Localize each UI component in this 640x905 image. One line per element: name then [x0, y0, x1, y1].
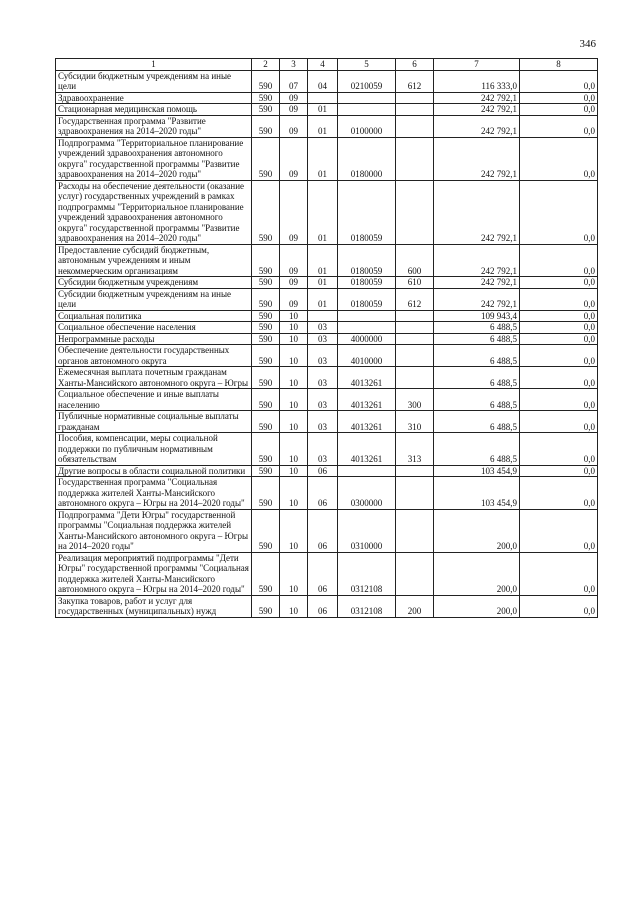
subsection-code-cell: 03: [308, 345, 338, 367]
amount-cell: 242 792,1: [434, 244, 520, 277]
ministry-code-cell: 590: [252, 367, 280, 389]
table-row: [56, 477, 598, 510]
table-row: [56, 433, 598, 466]
expense-type-cell: [396, 310, 434, 322]
amount-2-cell: 0,0: [520, 595, 598, 617]
expense-type-cell: [396, 477, 434, 510]
subsection-code-cell: 03: [308, 433, 338, 466]
amount-cell: 242 792,1: [434, 180, 520, 244]
section-code-cell: 10: [280, 552, 308, 595]
ministry-code-cell: 590: [252, 322, 280, 334]
section-code-cell: 09: [280, 115, 308, 137]
expense-type-cell: 612: [396, 288, 434, 310]
table-row: [56, 310, 598, 322]
section-code-cell: 10: [280, 465, 308, 477]
section-code-cell: 10: [280, 322, 308, 334]
amount-cell: 6 488,5: [434, 367, 520, 389]
amount-2-cell: 0,0: [520, 288, 598, 310]
amount-cell: 6 488,5: [434, 433, 520, 466]
target-article-cell: 4013261: [338, 411, 396, 433]
amount-2-cell: 0,0: [520, 180, 598, 244]
amount-cell: 242 792,1: [434, 104, 520, 116]
amount-2-cell: 0,0: [520, 92, 598, 104]
amount-2-cell: 0,0: [520, 477, 598, 510]
expense-name-cell: Социальная политика: [56, 310, 252, 322]
section-code-cell: 10: [280, 345, 308, 367]
expense-name-cell: Обеспечение деятельности государственных органов автономного округа: [56, 345, 252, 367]
subsection-code-cell: 06: [308, 595, 338, 617]
ministry-code-cell: 590: [252, 104, 280, 116]
ministry-code-cell: 590: [252, 180, 280, 244]
expense-name-cell: Подпрограмма "Дети Югры" государственной программы "Социальная поддержка жителей Ханты-Мансийского автономного округа – Югры на 2014–2020 годы": [56, 509, 252, 552]
ministry-code-cell: 590: [252, 465, 280, 477]
amount-cell: 200,0: [434, 509, 520, 552]
expense-type-cell: [396, 115, 434, 137]
column-header: 8: [520, 59, 598, 71]
target-article-cell: 0210059: [338, 70, 396, 92]
target-article-cell: 0180059: [338, 288, 396, 310]
amount-2-cell: 0,0: [520, 104, 598, 116]
expense-type-cell: [396, 92, 434, 104]
target-article-cell: 0312108: [338, 595, 396, 617]
ministry-code-cell: 590: [252, 433, 280, 466]
target-article-cell: [338, 310, 396, 322]
section-code-cell: 10: [280, 310, 308, 322]
expense-type-cell: [396, 367, 434, 389]
column-header: 2: [252, 59, 280, 71]
table-row: [56, 552, 598, 595]
expense-type-cell: 313: [396, 433, 434, 466]
target-article-cell: [338, 322, 396, 334]
amount-cell: 6 488,5: [434, 345, 520, 367]
ministry-code-cell: 590: [252, 389, 280, 411]
table-row: [56, 367, 598, 389]
target-article-cell: 0180059: [338, 244, 396, 277]
amount-2-cell: 0,0: [520, 70, 598, 92]
target-article-cell: 4013261: [338, 389, 396, 411]
ministry-code-cell: 590: [252, 477, 280, 510]
table-row: [56, 104, 598, 116]
expense-name-cell: Субсидии бюджетным учреждениям на иные цели: [56, 288, 252, 310]
expense-name-cell: Субсидии бюджетным учреждениям: [56, 277, 252, 289]
section-code-cell: 10: [280, 509, 308, 552]
amount-cell: 242 792,1: [434, 277, 520, 289]
amount-cell: 242 792,1: [434, 115, 520, 137]
ministry-code-cell: 590: [252, 137, 280, 180]
amount-2-cell: 0,0: [520, 115, 598, 137]
column-header: 1: [56, 59, 252, 71]
subsection-code-cell: 06: [308, 477, 338, 510]
table-row: [56, 509, 598, 552]
section-code-cell: 10: [280, 333, 308, 345]
target-article-cell: 0180000: [338, 137, 396, 180]
section-code-cell: 10: [280, 389, 308, 411]
expense-name-cell: Предоставление субсидий бюджетным, автономным учреждениям и иным некоммерческим организациям: [56, 244, 252, 277]
expense-name-cell: Непрограммные расходы: [56, 333, 252, 345]
subsection-code-cell: 06: [308, 509, 338, 552]
amount-2-cell: 0,0: [520, 465, 598, 477]
expense-name-cell: Стационарная медицинская помощь: [56, 104, 252, 116]
expense-type-cell: 612: [396, 70, 434, 92]
ministry-code-cell: 590: [252, 552, 280, 595]
expense-name-cell: Субсидии бюджетным учреждениям на иные цели: [56, 70, 252, 92]
amount-cell: 200,0: [434, 595, 520, 617]
expense-type-cell: [396, 509, 434, 552]
amount-cell: 6 488,5: [434, 389, 520, 411]
table-row: [56, 244, 598, 277]
expense-name-cell: Расходы на обеспечение деятельности (оказание услуг) государственных учреждений в рамках подпрограммы "Территориальное планирование учреждений здравоохранения автономного округа" государственной программы "Развитие здравоохранения на 2014–2020 годы": [56, 180, 252, 244]
expense-type-cell: [396, 104, 434, 116]
subsection-code-cell: 01: [308, 288, 338, 310]
expense-type-cell: [396, 552, 434, 595]
ministry-code-cell: 590: [252, 411, 280, 433]
amount-cell: 242 792,1: [434, 288, 520, 310]
amount-cell: 6 488,5: [434, 411, 520, 433]
target-article-cell: 4013261: [338, 367, 396, 389]
amount-cell: 103 454,9: [434, 477, 520, 510]
subsection-code-cell: [308, 92, 338, 104]
subsection-code-cell: 06: [308, 465, 338, 477]
subsection-code-cell: 03: [308, 389, 338, 411]
table-row: [56, 277, 598, 289]
subsection-code-cell: 03: [308, 411, 338, 433]
expense-name-cell: Здравоохранение: [56, 92, 252, 104]
ministry-code-cell: 590: [252, 244, 280, 277]
expense-type-cell: [396, 137, 434, 180]
ministry-code-cell: 590: [252, 92, 280, 104]
subsection-code-cell: 01: [308, 277, 338, 289]
expense-type-cell: 310: [396, 411, 434, 433]
table-row: [56, 115, 598, 137]
expense-type-cell: 200: [396, 595, 434, 617]
expense-name-cell: Ежемесячная выплата почетным гражданам Ханты-Мансийского автономного округа – Югры: [56, 367, 252, 389]
ministry-code-cell: 590: [252, 509, 280, 552]
table-row: [56, 92, 598, 104]
target-article-cell: [338, 104, 396, 116]
amount-cell: 242 792,1: [434, 137, 520, 180]
expense-name-cell: Социальное обеспечение и иные выплаты населению: [56, 389, 252, 411]
amount-2-cell: 0,0: [520, 277, 598, 289]
amount-cell: 116 333,0: [434, 70, 520, 92]
section-code-cell: 09: [280, 244, 308, 277]
expense-type-cell: 300: [396, 389, 434, 411]
subsection-code-cell: 01: [308, 180, 338, 244]
ministry-code-cell: 590: [252, 115, 280, 137]
subsection-code-cell: 01: [308, 115, 338, 137]
target-article-cell: 0300000: [338, 477, 396, 510]
expense-name-cell: Социальное обеспечение населения: [56, 322, 252, 334]
expense-name-cell: Пособия, компенсации, меры социальной поддержки по публичным нормативным обязательствам: [56, 433, 252, 466]
ministry-code-cell: 590: [252, 310, 280, 322]
amount-2-cell: 0,0: [520, 411, 598, 433]
ministry-code-cell: 590: [252, 333, 280, 345]
expense-type-cell: [396, 333, 434, 345]
table-row: [56, 345, 598, 367]
amount-2-cell: 0,0: [520, 509, 598, 552]
amount-2-cell: 0,0: [520, 333, 598, 345]
section-code-cell: 07: [280, 70, 308, 92]
section-code-cell: 10: [280, 595, 308, 617]
section-code-cell: 10: [280, 477, 308, 510]
target-article-cell: [338, 465, 396, 477]
section-code-cell: 09: [280, 180, 308, 244]
subsection-code-cell: 06: [308, 552, 338, 595]
section-code-cell: 10: [280, 367, 308, 389]
column-header: 7: [434, 59, 520, 71]
target-article-cell: 0312108: [338, 552, 396, 595]
amount-cell: 6 488,5: [434, 333, 520, 345]
column-header: 6: [396, 59, 434, 71]
expense-type-cell: [396, 345, 434, 367]
section-code-cell: 09: [280, 137, 308, 180]
amount-2-cell: 0,0: [520, 244, 598, 277]
expense-type-cell: [396, 465, 434, 477]
expense-type-cell: 610: [396, 277, 434, 289]
column-header: 4: [308, 59, 338, 71]
ministry-code-cell: 590: [252, 288, 280, 310]
subsection-code-cell: 01: [308, 244, 338, 277]
section-code-cell: 09: [280, 288, 308, 310]
subsection-code-cell: 03: [308, 322, 338, 334]
expense-name-cell: Публичные нормативные социальные выплаты гражданам: [56, 411, 252, 433]
expense-type-cell: [396, 322, 434, 334]
amount-cell: 242 792,1: [434, 92, 520, 104]
amount-2-cell: 0,0: [520, 322, 598, 334]
subsection-code-cell: 03: [308, 367, 338, 389]
target-article-cell: [338, 92, 396, 104]
expense-name-cell: Подпрограмма "Территориальное планирование учреждений здравоохранения автономного округа" государственной программы "Развитие здравоохранения на 2014–2020 годы": [56, 137, 252, 180]
amount-cell: 200,0: [434, 552, 520, 595]
column-header: 5: [338, 59, 396, 71]
target-article-cell: 4000000: [338, 333, 396, 345]
target-article-cell: 0180059: [338, 180, 396, 244]
target-article-cell: 0180059: [338, 277, 396, 289]
section-code-cell: 10: [280, 433, 308, 466]
expense-name-cell: Закупка товаров, работ и услуг для государственных (муниципальных) нужд: [56, 595, 252, 617]
expense-name-cell: Другие вопросы в области социальной политики: [56, 465, 252, 477]
amount-cell: 6 488,5: [434, 322, 520, 334]
section-code-cell: 09: [280, 104, 308, 116]
table-row: [56, 411, 598, 433]
section-code-cell: 09: [280, 92, 308, 104]
expense-name-cell: Реализация мероприятий подпрограммы "Дети Югры" государственной программы "Социальная поддержка жителей Ханты-Мансийского автономного округа – Югры на 2014–2020 годы": [56, 552, 252, 595]
target-article-cell: 0100000: [338, 115, 396, 137]
target-article-cell: 4010000: [338, 345, 396, 367]
table-row: [56, 180, 598, 244]
expense-type-cell: 600: [396, 244, 434, 277]
amount-2-cell: 0,0: [520, 367, 598, 389]
subsection-code-cell: 03: [308, 333, 338, 345]
table-row: [56, 288, 598, 310]
target-article-cell: 0310000: [338, 509, 396, 552]
table-row: [56, 70, 598, 92]
amount-2-cell: 0,0: [520, 345, 598, 367]
amount-2-cell: 0,0: [520, 389, 598, 411]
table-row: [56, 137, 598, 180]
amount-2-cell: 0,0: [520, 552, 598, 595]
section-code-cell: 10: [280, 411, 308, 433]
expense-name-cell: Государственная программа "Социальная поддержка жителей Ханты-Мансийского автономного округа – Югры на 2014–2020 годы": [56, 477, 252, 510]
table-row: [56, 389, 598, 411]
subsection-code-cell: 04: [308, 70, 338, 92]
section-code-cell: 09: [280, 277, 308, 289]
amount-cell: 103 454,9: [434, 465, 520, 477]
ministry-code-cell: 590: [252, 277, 280, 289]
expense-type-cell: [396, 180, 434, 244]
subsection-code-cell: 01: [308, 104, 338, 116]
table-row: [56, 465, 598, 477]
expense-name-cell: Государственная программа "Развитие здравоохранения на 2014–2020 годы": [56, 115, 252, 137]
amount-2-cell: 0,0: [520, 310, 598, 322]
amount-cell: 109 943,4: [434, 310, 520, 322]
subsection-code-cell: [308, 310, 338, 322]
page-number: 346: [579, 38, 596, 50]
column-header: 3: [280, 59, 308, 71]
ministry-code-cell: 590: [252, 70, 280, 92]
amount-2-cell: 0,0: [520, 433, 598, 466]
budget-table: [55, 58, 598, 618]
subsection-code-cell: 01: [308, 137, 338, 180]
header-row: [56, 59, 598, 71]
ministry-code-cell: 590: [252, 595, 280, 617]
amount-2-cell: 0,0: [520, 137, 598, 180]
table-row: [56, 322, 598, 334]
table-row: [56, 333, 598, 345]
ministry-code-cell: 590: [252, 345, 280, 367]
target-article-cell: 4013261: [338, 433, 396, 466]
table-row: [56, 595, 598, 617]
